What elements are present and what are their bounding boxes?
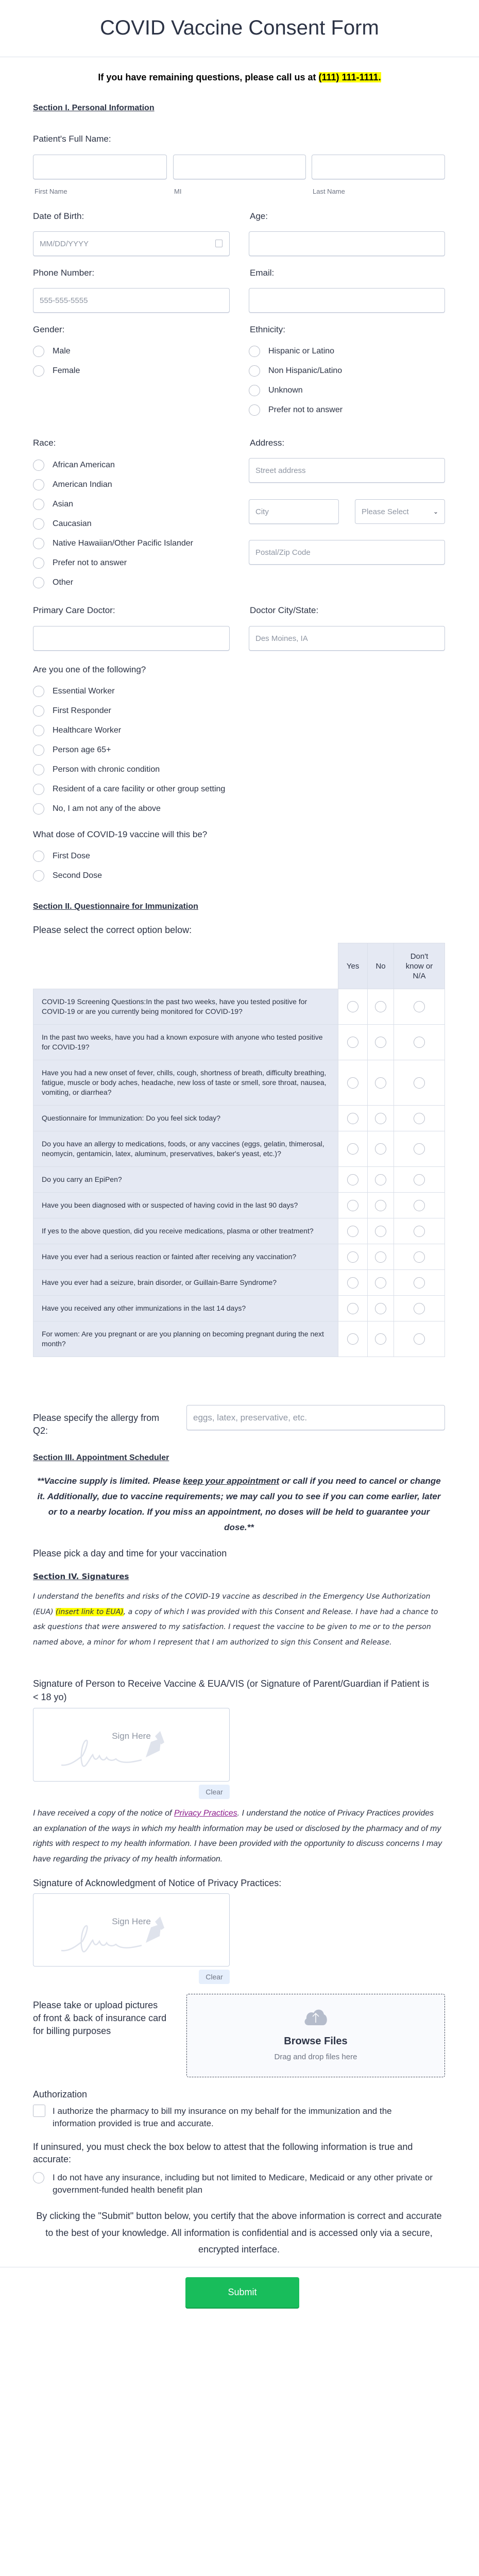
option-label: African American <box>53 461 115 469</box>
intro-sentence: If you have remaining questions, please call us at <box>98 72 319 82</box>
race-option[interactable] <box>33 573 193 592</box>
radio-button[interactable] <box>33 577 44 588</box>
radio-button[interactable] <box>33 518 44 530</box>
matrix-cell-no <box>368 1296 394 1321</box>
radio-button[interactable] <box>249 385 260 396</box>
radio-button[interactable] <box>33 346 44 357</box>
option-label: Prefer not to answer <box>53 558 127 567</box>
phone-label: Phone Number: <box>33 268 95 278</box>
option-label: Caucasian <box>53 519 92 528</box>
group-option[interactable] <box>33 701 225 721</box>
dose-option[interactable] <box>33 846 102 866</box>
radio-no[interactable] <box>375 1333 386 1345</box>
matrix-cell-dont-know <box>394 1193 445 1218</box>
form-title: COVID Vaccine Consent Form <box>100 16 379 39</box>
matrix-question: If yes to the above question, did you receive medications, plasma or other treatment? <box>33 1218 338 1244</box>
group-option[interactable] <box>33 682 225 701</box>
matrix-row <box>33 989 445 1025</box>
group-option[interactable] <box>33 760 225 779</box>
dob-field <box>33 231 230 256</box>
intro-text <box>0 72 479 82</box>
matrix-question: For women: Are you pregnant or are you planning on becoming pregnant during the next month? <box>33 1321 338 1357</box>
email-label: Email: <box>250 268 275 278</box>
consent-text-end: , a copy of which I was provided with this Consent and Release. I have had a chance to ask questions that were answered to my satisfaction. I request the vaccine to be given to me or to the person named above, a minor for whom I represent that I am authorized to sign this Consent and Release. <box>33 1607 438 1647</box>
matrix-cell-no <box>368 1270 394 1296</box>
option-label: Person age 65+ <box>53 745 111 754</box>
matrix-question: COVID-19 Screening Questions:In the past two weeks, have you tested positive for COVID-19 or are you currently being monitored for COVID-19? <box>33 989 338 1025</box>
option-label: Male <box>53 347 71 355</box>
matrix-cell-dont-know <box>394 1167 445 1193</box>
option-label: American Indian <box>53 480 112 489</box>
radio-no[interactable] <box>375 1251 386 1263</box>
matrix-header-row <box>33 943 445 989</box>
notice-text-start: **Vaccine supply is limited. Please <box>37 1476 183 1486</box>
matrix-question: Questionnaire for Immunization: Do you feel sick today? <box>33 1106 338 1131</box>
matrix-row <box>33 1060 445 1106</box>
radio-button[interactable] <box>249 404 260 416</box>
radio-dont-know[interactable] <box>414 1077 425 1089</box>
radio-dont-know[interactable] <box>414 1001 425 1012</box>
gender-options <box>33 342 80 381</box>
matrix-cell-dont-know <box>394 1131 445 1167</box>
phone-input[interactable] <box>33 288 230 313</box>
email-input[interactable] <box>249 288 445 313</box>
gender-label: Gender: <box>33 325 65 334</box>
privacy-text-end: . I understand the notice of Privacy Practices provides an explanation of the ways in which my health information may be used or disclosed by the pharmacy and of my rights with respect to my health information. I have been provided with the opportunity to discuss concerns I may have regarding the privacy of my health information. <box>33 1809 442 1864</box>
ethnicity-options <box>249 342 343 420</box>
doctor-city-input[interactable] <box>249 626 445 651</box>
dob-input[interactable] <box>33 231 230 256</box>
radio-yes[interactable] <box>347 1251 358 1263</box>
drag-drop-hint: Drag and drop files here <box>274 2053 357 2061</box>
supply-notice <box>33 1473 445 1535</box>
matrix-row <box>33 1270 445 1296</box>
radio-dont-know[interactable] <box>414 1200 425 1211</box>
matrix-cell-no <box>368 1167 394 1193</box>
radio-dont-know[interactable] <box>414 1037 425 1048</box>
section-4-heading: Section IV. Signatures <box>33 1572 129 1581</box>
sign-here-text: Sign Here <box>112 1917 151 1926</box>
matrix-cell-no <box>368 989 394 1025</box>
age-input[interactable] <box>249 231 445 256</box>
authorization-checkbox-label[interactable]: I authorize the pharmacy to bill my insurance on my behalf for the immunization and the information provided is true and accurate. <box>53 2106 392 2128</box>
radio-button[interactable] <box>33 538 44 549</box>
matrix-cell-no <box>368 1193 394 1218</box>
radio-dont-know[interactable] <box>414 1277 425 1289</box>
radio-no[interactable] <box>375 1200 386 1211</box>
radio-yes[interactable] <box>347 1143 358 1155</box>
radio-dont-know[interactable] <box>414 1251 425 1263</box>
matrix-cell-yes <box>338 1296 368 1321</box>
middle-initial-input[interactable] <box>173 155 306 179</box>
radio-button[interactable] <box>33 705 44 717</box>
matrix-row <box>33 1244 445 1270</box>
dob-label: Date of Birth: <box>33 211 84 221</box>
race-option[interactable] <box>33 475 193 495</box>
doctor-input[interactable] <box>33 626 230 651</box>
radio-button[interactable] <box>33 499 44 510</box>
doctor-label: Primary Care Doctor: <box>33 605 115 615</box>
upload-label: Please take or upload pictures of front & back of insurance card for billing purposes <box>33 2000 167 2036</box>
radio-button[interactable] <box>33 851 44 862</box>
uninsured-label: If uninsured, you must check the box below to attest that the following information is true and accurate: <box>33 2142 413 2164</box>
signature-1-pad[interactable] <box>33 1708 230 1782</box>
matrix-body <box>33 989 445 1357</box>
radio-button[interactable] <box>249 346 260 357</box>
section-2-heading: Section II. Questionnaire for Immunization <box>33 902 198 911</box>
signature-2-label: Signature of Acknowledgment of Notice of Privacy Practices: <box>33 1878 282 1888</box>
radio-yes[interactable] <box>347 1303 358 1314</box>
matrix-cell-dont-know <box>394 1270 445 1296</box>
allergy-input[interactable] <box>186 1405 445 1430</box>
group-option[interactable] <box>33 799 225 819</box>
race-option[interactable] <box>33 553 193 573</box>
radio-no[interactable] <box>375 1226 386 1237</box>
ethnicity-label: Ethnicity: <box>250 325 285 334</box>
matrix-question: Do you have an allergy to medications, foods, or any vaccines (eggs, gelatin, thimerosal, neomycin, gentamicin, latex, aluminum, preservatives, baker's yeast, etc.)? <box>33 1131 338 1167</box>
matrix-cell-yes <box>338 1321 368 1357</box>
matrix-cell-no <box>368 1060 394 1106</box>
signature-pen-icon <box>59 1729 188 1770</box>
browse-files-button[interactable]: Browse Files <box>284 2036 348 2047</box>
radio-button[interactable] <box>33 803 44 815</box>
gender-option[interactable] <box>33 342 80 361</box>
radio-button[interactable] <box>33 460 44 471</box>
option-label: Unknown <box>268 386 303 395</box>
race-option[interactable] <box>33 514 193 534</box>
option-label: First Dose <box>53 852 90 860</box>
option-label: Other <box>53 578 74 587</box>
matrix-cell-no <box>368 1321 394 1357</box>
radio-button[interactable] <box>33 764 44 775</box>
radio-yes[interactable] <box>347 1174 358 1185</box>
option-label: Second Dose <box>53 871 102 880</box>
clear-signature-1-button[interactable]: Clear <box>199 1785 230 1799</box>
radio-yes[interactable] <box>347 1037 358 1048</box>
last-name-input[interactable] <box>312 155 445 179</box>
matrix-row <box>33 1167 445 1193</box>
option-label: Healthcare Worker <box>53 726 122 735</box>
radio-yes[interactable] <box>347 1226 358 1237</box>
matrix-cell-no <box>368 1131 394 1167</box>
race-option[interactable] <box>33 455 193 475</box>
option-label: Resident of a care facility or other group setting <box>53 785 226 793</box>
radio-button[interactable] <box>33 557 44 569</box>
ethnicity-option[interactable] <box>249 361 343 381</box>
full-name-label: Patient's Full Name: <box>33 134 111 144</box>
group-options <box>33 682 225 819</box>
matrix-cell-dont-know <box>394 1218 445 1244</box>
appointment-label: Please pick a day and time for your vaccination <box>33 1548 227 1558</box>
radio-yes[interactable] <box>347 1077 358 1089</box>
option-label: Non Hispanic/Latino <box>268 366 343 375</box>
age-label: Age: <box>250 211 268 221</box>
submit-button[interactable]: Submit <box>185 2277 299 2308</box>
uninsured-attest-label[interactable]: I do not have any insurance, including but not limited to Medicare, Medicaid or any other private or government-funded health benefit plan <box>53 2173 433 2195</box>
matrix-cell-dont-know <box>394 1106 445 1131</box>
dose-options <box>33 846 102 886</box>
matrix-row <box>33 1218 445 1244</box>
matrix-row <box>33 1193 445 1218</box>
race-options <box>33 455 193 592</box>
address-label: Address: <box>250 438 285 448</box>
section-1-heading: Section I. Personal Information <box>33 104 155 112</box>
radio-button[interactable] <box>249 365 260 377</box>
sign-here-text: Sign Here <box>112 1731 151 1741</box>
notice-text-end: or call if you need to cancel or change it. Additionally, due to vaccine requirements; we may call you to see if you can come earlier, later or to a nearby location. If you miss an appointment, no doses will be held to guarantee your dose.** <box>37 1476 441 1532</box>
radio-no[interactable] <box>375 1077 386 1089</box>
radio-button[interactable] <box>33 365 44 377</box>
matrix-cell-yes <box>338 1270 368 1296</box>
matrix-question: In the past two weeks, have you had a known exposure with anyone who tested positive for COVID-19? <box>33 1025 338 1060</box>
matrix-cell-yes <box>338 1131 368 1167</box>
option-label: Female <box>53 366 80 375</box>
file-dropzone[interactable] <box>186 1994 445 2077</box>
radio-dont-know[interactable] <box>414 1143 425 1155</box>
option-label: No, I am not any of the above <box>53 804 161 813</box>
radio-no[interactable] <box>375 1001 386 1012</box>
group-option[interactable] <box>33 721 225 740</box>
ethnicity-option[interactable] <box>249 342 343 361</box>
matrix-corner <box>33 943 338 989</box>
race-option[interactable] <box>33 534 193 553</box>
allergy-label: Please specify the allergy from Q2: <box>33 1413 160 1436</box>
authorization-checkbox[interactable] <box>33 2105 45 2117</box>
radio-no[interactable] <box>375 1037 386 1048</box>
matrix-question: Have you had a new onset of fever, chills, cough, shortness of breath, difficulty breathing, fatigue, muscle or body aches, headache, new loss of taste or smell, sore throat, nausea, vomiting, or diarrhea? <box>33 1060 338 1106</box>
matrix-cell-yes <box>338 989 368 1025</box>
consent-text-start: I understand the benefits and risks of the COVID-19 vaccine as described in the Emergency Use Authorization (EUA) <box>33 1592 431 1616</box>
radio-no[interactable] <box>375 1277 386 1289</box>
calendar-icon[interactable] <box>215 240 223 247</box>
radio-yes[interactable] <box>347 1113 358 1124</box>
radio-yes[interactable] <box>347 1001 358 1012</box>
signature-2-pad[interactable] <box>33 1893 230 1967</box>
matrix-cell-yes <box>338 1060 368 1106</box>
mi-sublabel: MI <box>174 188 182 195</box>
ethnicity-option[interactable] <box>249 381 343 400</box>
matrix-cell-no <box>368 1106 394 1131</box>
radio-button[interactable] <box>33 479 44 490</box>
option-label: First Responder <box>53 706 111 715</box>
matrix-question: Have you received any other immunizations in the last 14 days? <box>33 1296 338 1321</box>
authorization-label: Authorization <box>33 2089 88 2099</box>
matrix-cell-no <box>368 1244 394 1270</box>
radio-button[interactable] <box>33 744 44 756</box>
matrix-question: Have you ever had a serious reaction or fainted after receiving any vaccination? <box>33 1244 338 1270</box>
matrix-question: Have you been diagnosed with or suspected of having covid in the last 90 days? <box>33 1193 338 1218</box>
uninsured-attest-radio[interactable] <box>33 2172 44 2183</box>
signature-pen-icon <box>59 1914 188 1956</box>
radio-yes[interactable] <box>347 1200 358 1211</box>
privacy-paragraph <box>33 1806 445 1867</box>
chevron-down-icon: ⌄ <box>433 508 438 515</box>
radio-button[interactable] <box>33 686 44 697</box>
matrix-cell-yes <box>338 1167 368 1193</box>
option-label: Person with chronic condition <box>53 765 160 774</box>
matrix-cell-dont-know <box>394 1244 445 1270</box>
matrix-question: Have you ever had a seizure, brain disorder, or Guillain-Barre Syndrome? <box>33 1270 338 1296</box>
matrix-cell-no <box>368 1218 394 1244</box>
column-dont-know: Don't know or N/A <box>394 943 445 989</box>
ethnicity-option[interactable] <box>249 400 343 420</box>
radio-yes[interactable] <box>347 1333 358 1345</box>
immunization-matrix <box>33 943 445 1357</box>
matrix-cell-yes <box>338 1025 368 1060</box>
privacy-text-start: I have received a copy of the notice of <box>33 1809 174 1818</box>
matrix-row <box>33 1296 445 1321</box>
street-address-input[interactable] <box>249 458 445 483</box>
option-label: Essential Worker <box>53 687 115 696</box>
group-label: Are you one of the following? <box>33 665 146 674</box>
matrix-cell-no <box>368 1025 394 1060</box>
matrix-cell-dont-know <box>394 989 445 1025</box>
matrix-row <box>33 1025 445 1060</box>
first-name-sublabel: First Name <box>35 188 67 195</box>
city-input[interactable] <box>249 499 339 524</box>
matrix-cell-dont-know <box>394 1321 445 1357</box>
last-name-sublabel: Last Name <box>313 188 345 195</box>
gender-option[interactable] <box>33 361 80 381</box>
radio-no[interactable] <box>375 1113 386 1124</box>
option-label: Hispanic or Latino <box>268 347 335 355</box>
matrix-cell-dont-know <box>394 1060 445 1106</box>
radio-yes[interactable] <box>347 1277 358 1289</box>
race-option[interactable] <box>33 495 193 514</box>
cloud-upload-icon <box>303 2008 328 2026</box>
radio-no[interactable] <box>375 1303 386 1314</box>
radio-button[interactable] <box>33 725 44 736</box>
radio-no[interactable] <box>375 1143 386 1155</box>
certify-text: By clicking the "Submit" button below, you certify that the above information is correct and accurate to the best of your knowledge. All information is confidential and is accessed only via a secure, encrypted interface. <box>36 2211 442 2255</box>
privacy-practices-link[interactable]: Privacy Practices <box>174 1809 237 1818</box>
zip-input[interactable] <box>249 540 445 565</box>
radio-dont-know[interactable] <box>414 1333 425 1345</box>
race-label: Race: <box>33 438 56 448</box>
phone-number: (111) 111-1111. <box>318 72 381 82</box>
matrix-cell-yes <box>338 1244 368 1270</box>
state-select-value: Please Select <box>362 507 409 516</box>
consent-paragraph <box>33 1589 445 1650</box>
first-name-input[interactable] <box>33 155 167 179</box>
matrix-cell-dont-know <box>394 1296 445 1321</box>
clear-signature-2-button[interactable]: Clear <box>199 1970 230 1984</box>
option-label: Native Hawaiian/Other Pacific Islander <box>53 539 194 548</box>
signature-1-label: Signature of Person to Receive Vaccine & EUA/VIS (or Signature of Parent/Guardian if Patient is < 18 yo) <box>33 1679 430 1702</box>
dose-label: What dose of COVID-19 vaccine will this be? <box>33 829 208 839</box>
matrix-cell-dont-know <box>394 1025 445 1060</box>
matrix-cell-yes <box>338 1106 368 1131</box>
matrix-row <box>33 1321 445 1357</box>
matrix-label: Please select the correct option below: <box>33 925 192 935</box>
radio-no[interactable] <box>375 1174 386 1185</box>
option-label: Prefer not to answer <box>268 405 343 414</box>
radio-dont-know[interactable] <box>414 1174 425 1185</box>
radio-dont-know[interactable] <box>414 1303 425 1314</box>
notice-keep-appointment: keep your appointment <box>183 1476 280 1486</box>
section-3-heading: Section III. Appointment Scheduler <box>33 1453 169 1462</box>
eua-link-placeholder: (insert link to EUA) <box>56 1607 124 1616</box>
radio-dont-know[interactable] <box>414 1226 425 1237</box>
column-yes: Yes <box>338 943 368 989</box>
group-option[interactable] <box>33 740 225 760</box>
matrix-cell-yes <box>338 1193 368 1218</box>
matrix-row <box>33 1106 445 1131</box>
radio-button[interactable] <box>33 870 44 882</box>
matrix-cell-yes <box>338 1218 368 1244</box>
matrix-row <box>33 1131 445 1167</box>
radio-dont-know[interactable] <box>414 1113 425 1124</box>
dose-option[interactable] <box>33 866 102 886</box>
matrix-question: Do you carry an EpiPen? <box>33 1167 338 1193</box>
group-option[interactable] <box>33 779 225 799</box>
radio-button[interactable] <box>33 784 44 795</box>
state-select[interactable] <box>355 499 445 524</box>
column-no: No <box>368 943 394 989</box>
option-label: Asian <box>53 500 74 509</box>
doctor-city-label: Doctor City/State: <box>250 605 319 615</box>
